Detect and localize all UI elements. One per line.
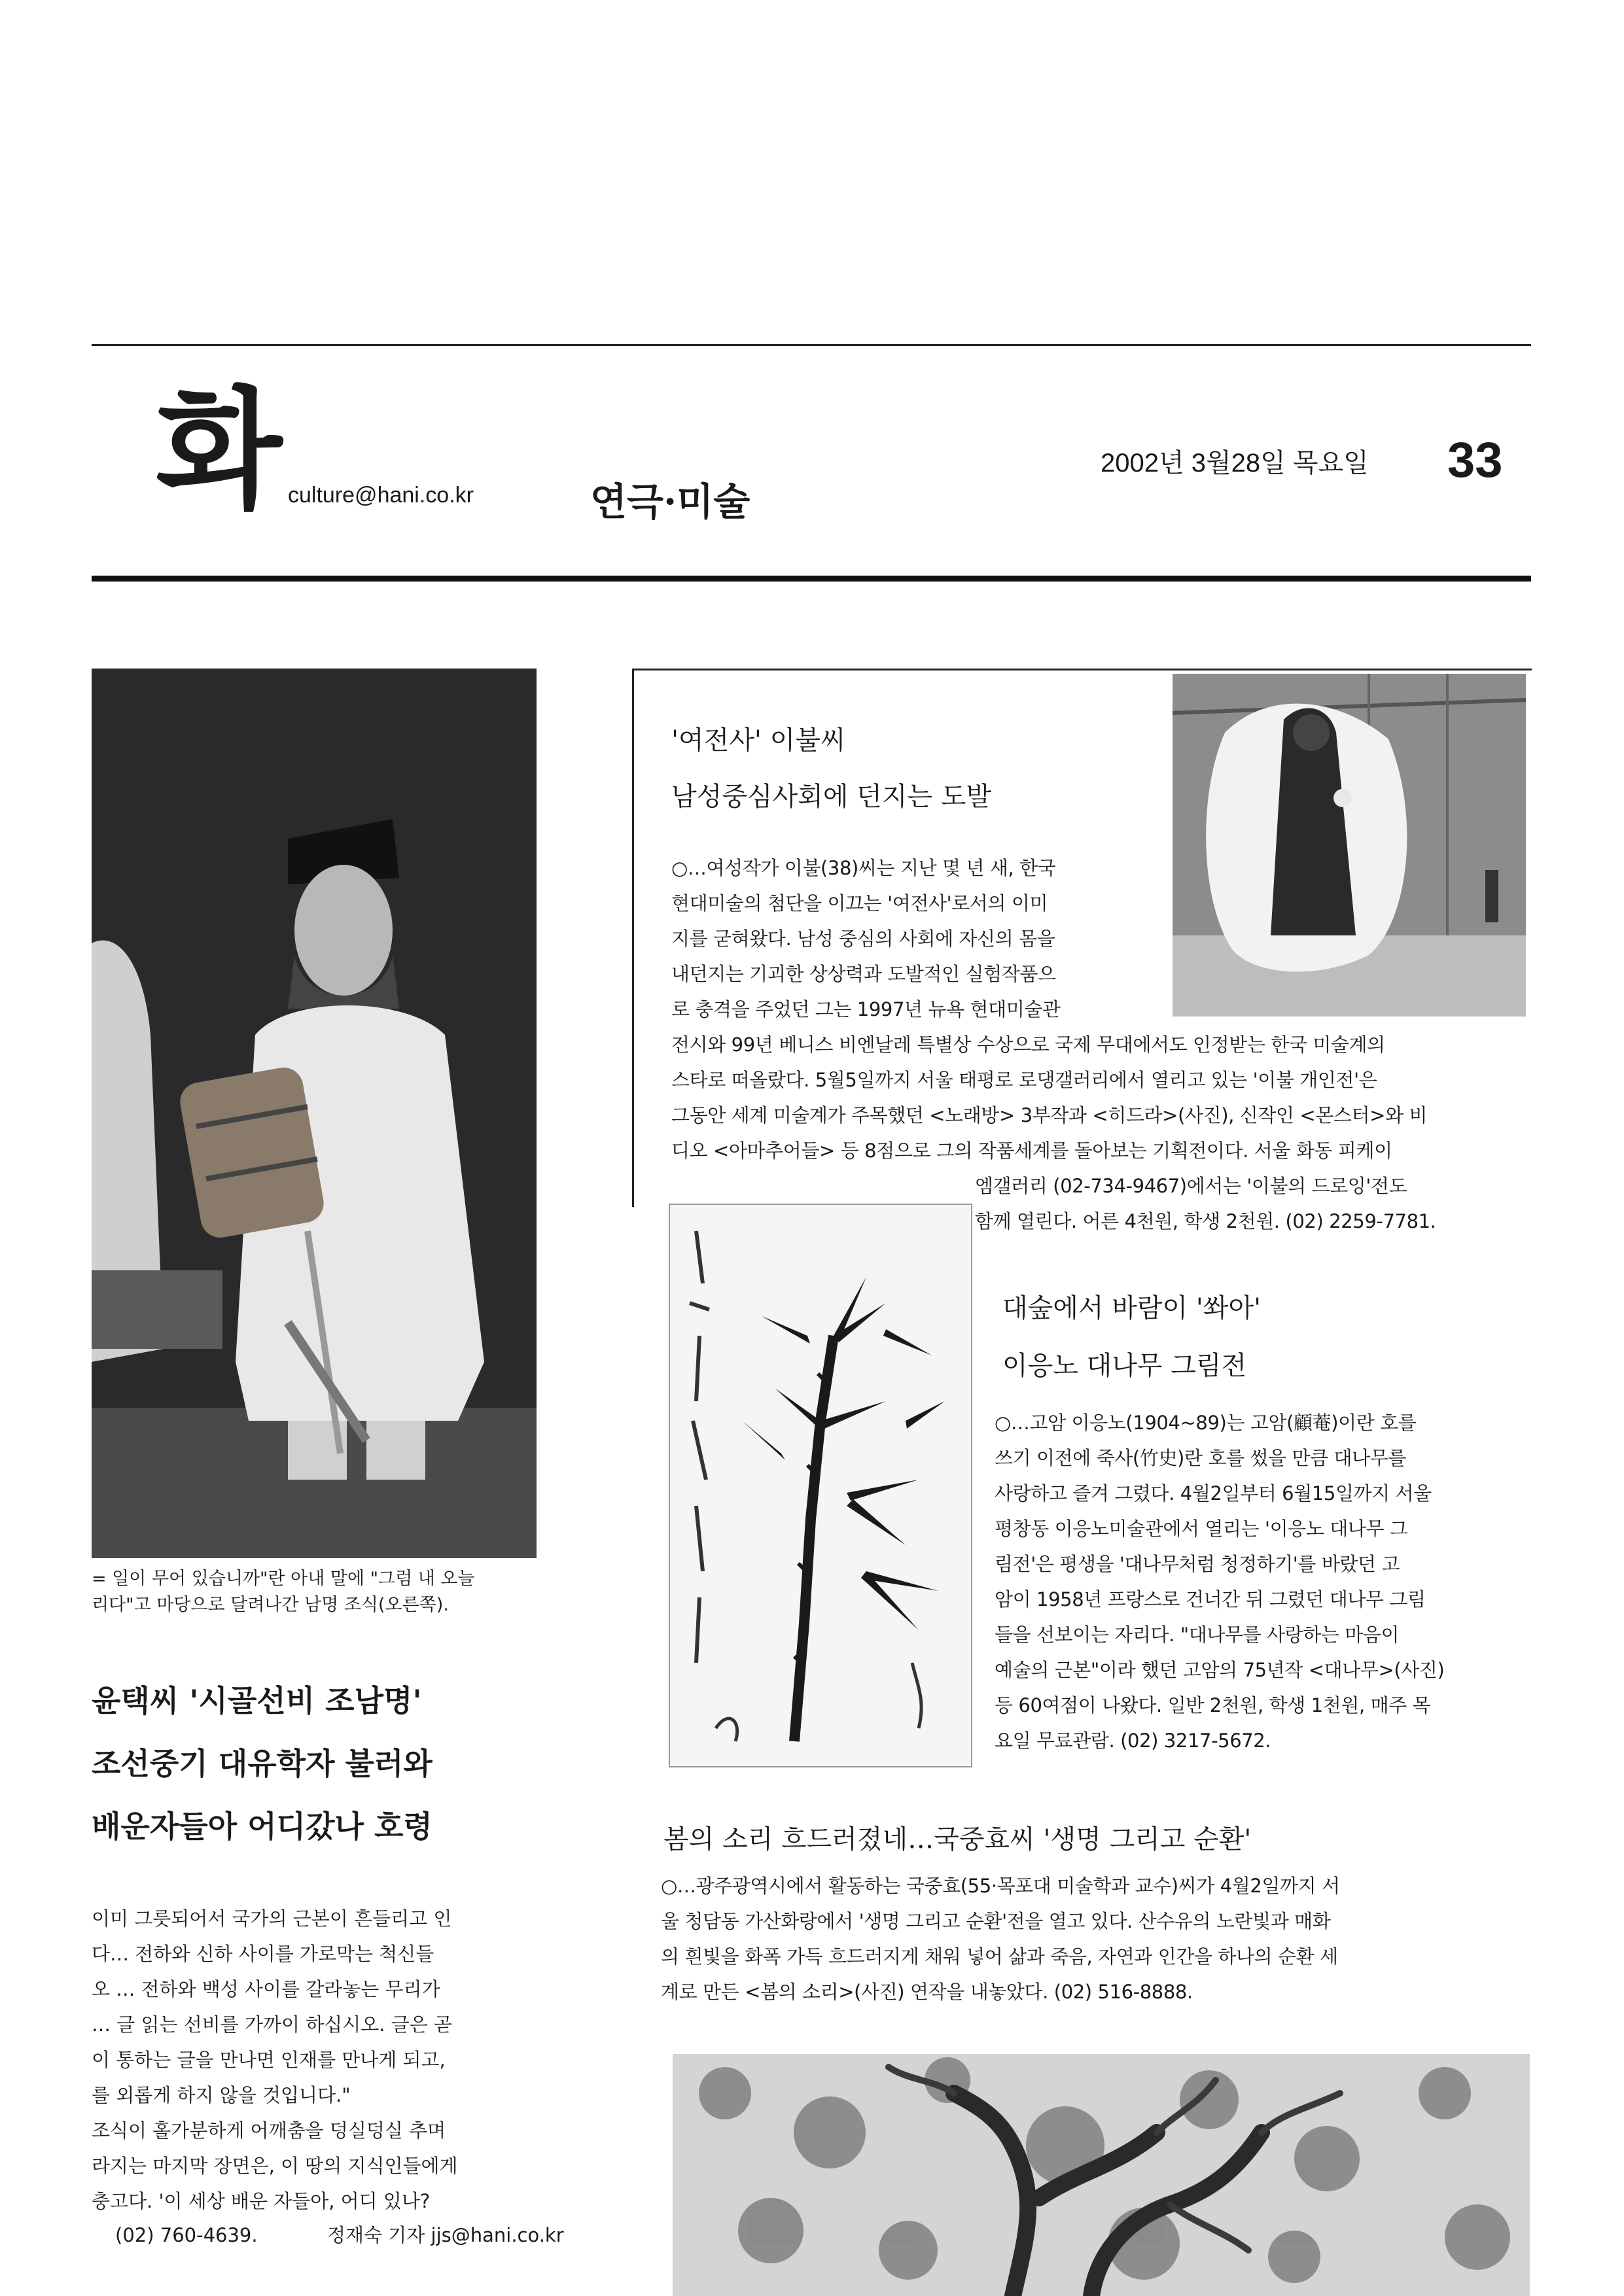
body-line: 울 청담동 가산화랑에서 '생명 그리고 순환'전을 열고 있다. 산수유의 노란빛과 매화 <box>661 1910 1331 1932</box>
body-line: ○…고암 이응노(1904~89)는 고암(顧菴)이란 호를 <box>995 1412 1417 1434</box>
article1-body-end <box>975 1168 1436 1239</box>
issue-date: 2002년 3월28일 목요일 <box>1101 449 1369 478</box>
body-line: 들을 선보이는 자리다. "대나무를 사랑하는 마음이 <box>995 1624 1400 1646</box>
article1-body-top <box>671 850 1061 1027</box>
section-email[interactable]: culture@hani.co.kr <box>288 483 474 508</box>
caption-line: 리다"고 마당으로 달려나간 남명 조식(오른쪽). <box>92 1595 449 1615</box>
body-line: 함께 열린다. 어른 4천원, 학생 2천원. (02) 2259-7781. <box>975 1210 1436 1232</box>
body-line: 림전'은 평생을 '대나무처럼 청정하기'를 바랐던 고 <box>995 1553 1400 1575</box>
hydra-photo <box>1173 674 1526 1017</box>
article1-body-wide <box>671 1027 1427 1168</box>
article3-title: 봄의 소리 흐드러졌네…국중효씨 '생명 그리고 순환' <box>663 1824 1252 1854</box>
body-line: 로 충격을 주었던 그는 1997년 뉴욕 현대미술관 <box>671 998 1061 1020</box>
body-line: 다… 전하와 신하 사이를 가로막는 척신들 <box>92 1943 434 1965</box>
body-line: 현대미술의 첨단을 이끄는 '여전사'로서의 이미 <box>671 892 1048 914</box>
left-headline: 윤택씨 '시골선비 조남명' <box>92 1683 422 1718</box>
body-line: 를 외롭게 하지 않을 것입니다." <box>92 2084 351 2106</box>
left-contact: (02) 760-4639. <box>115 2224 258 2246</box>
body-line: 요일 무료관람. (02) 3217-5672. <box>995 1730 1271 1752</box>
body-line: 내던지는 기괴한 상상력과 도발적인 실험작품으 <box>671 963 1056 985</box>
body-line: 전시와 99년 베니스 비엔날레 특별상 수상으로 국제 무대에서도 인정받는 한국 미술계의 <box>671 1034 1385 1056</box>
bamboo-painting <box>669 1204 972 1767</box>
body-line: 충고다. '이 세상 배운 자들아, 어디 있나? <box>92 2190 431 2212</box>
article2-body <box>995 1405 1444 1758</box>
photo-caption <box>92 1566 475 1618</box>
body-line: 평창동 이응노미술관에서 열리는 '이응노 대나무 그 <box>995 1518 1408 1540</box>
body-line: 스타로 떠올랐다. 5월5일까지 서울 태평로 로댕갤러리에서 열리고 있는 '이불 개인전'은 <box>671 1069 1377 1091</box>
left-headline-block <box>92 1669 543 1872</box>
page-number: 33 <box>1447 432 1503 488</box>
body-line: 이 통하는 글을 만나면 인재를 만나게 되고, <box>92 2049 446 2071</box>
theater-photo <box>92 669 537 1558</box>
body-line: 그동안 세계 미술계가 주목했던 <노래방> 3부작과 <히드라>(사진), 신작인 <몬스터>와 비 <box>671 1104 1428 1126</box>
body-line: 조식이 홀가분하게 어깨춤을 덩실덩실 추며 <box>92 2119 446 2142</box>
body-line: 의 흰빛을 화폭 가득 흐드러지게 채워 넣어 삶과 죽음, 자연과 인간을 하나의 순환 세 <box>661 1945 1338 1968</box>
section-title: 연극·미술 <box>590 479 750 524</box>
body-line: 쓰기 이전에 죽사(竹史)란 호를 썼을 만큼 대나무를 <box>995 1447 1406 1469</box>
body-line: ○…광주광역시에서 활동하는 국중효(55·목포대 미술학과 교수)씨가 4월2일까지 서 <box>661 1875 1340 1897</box>
article1-kicker: '여전사' 이불씨 <box>671 725 846 756</box>
article2-title: 이응노 대나무 그림전 <box>1002 1351 1247 1381</box>
body-line: 예술의 근본"이라 했던 고암의 75년작 <대나무>(사진) <box>995 1659 1445 1681</box>
caption-line: = 일이 무어 있습니까"란 아내 말에 "그럼 내 오늘 <box>92 1569 475 1589</box>
body-line: 등 60여점이 나왔다. 일반 2천원, 학생 1천원, 매주 목 <box>995 1694 1431 1716</box>
body-line: 엠갤러리 (02-734-9467)에서는 '이불의 드로잉'전도 <box>975 1175 1407 1197</box>
section-big-char: 화 <box>156 375 280 527</box>
article1-title: 남성중심사회에 던지는 도발 <box>671 782 992 812</box>
left-byline[interactable]: 정재숙 기자 jjs@hani.co.kr <box>327 2224 564 2246</box>
body-line: ○…여성작가 이불(38)씨는 지난 몇 년 새, 한국 <box>671 857 1056 879</box>
body-line: 암이 1958년 프랑스로 건너간 뒤 그렸던 대나무 그림 <box>995 1588 1426 1610</box>
body-line: 오 … 전하와 백성 사이를 갈라놓는 무리가 <box>92 1978 440 2000</box>
spring-sound-painting <box>673 2054 1530 2296</box>
body-line: 이미 그릇되어서 국가의 근본이 흔들리고 인 <box>92 1907 452 1930</box>
body-line: … 글 읽는 선비를 가까이 하십시오. 글은 곧 <box>92 2013 452 2036</box>
body-line: 디오 <아마추어들> 등 8점으로 그의 작품세계를 돌아보는 기획전이다. 서울 화동 피케이 <box>671 1139 1392 1162</box>
left-subhead: 배운자들아 어디갔나 호령 <box>92 1809 432 1844</box>
article3-body <box>661 1868 1340 2009</box>
body-line: 사랑하고 즐겨 그렸다. 4월2일부터 6월15일까지 서울 <box>995 1482 1432 1505</box>
article2-kicker: 대숲에서 바람이 '쏴아' <box>1002 1293 1262 1323</box>
top-rule <box>92 344 1531 346</box>
body-line: 라지는 마지막 장면은, 이 땅의 지식인들에게 <box>92 2155 458 2177</box>
left-subhead: 조선중기 대유학자 불러와 <box>92 1746 432 1781</box>
left-article-body <box>92 1901 543 2228</box>
header-rule <box>92 576 1531 582</box>
body-line: 지를 굳혀왔다. 남성 중심의 사회에 자신의 몸을 <box>671 928 1055 950</box>
body-line: 계로 만든 <봄의 소리>(사진) 연작을 내놓았다. (02) 516-8888. <box>661 1981 1193 2003</box>
